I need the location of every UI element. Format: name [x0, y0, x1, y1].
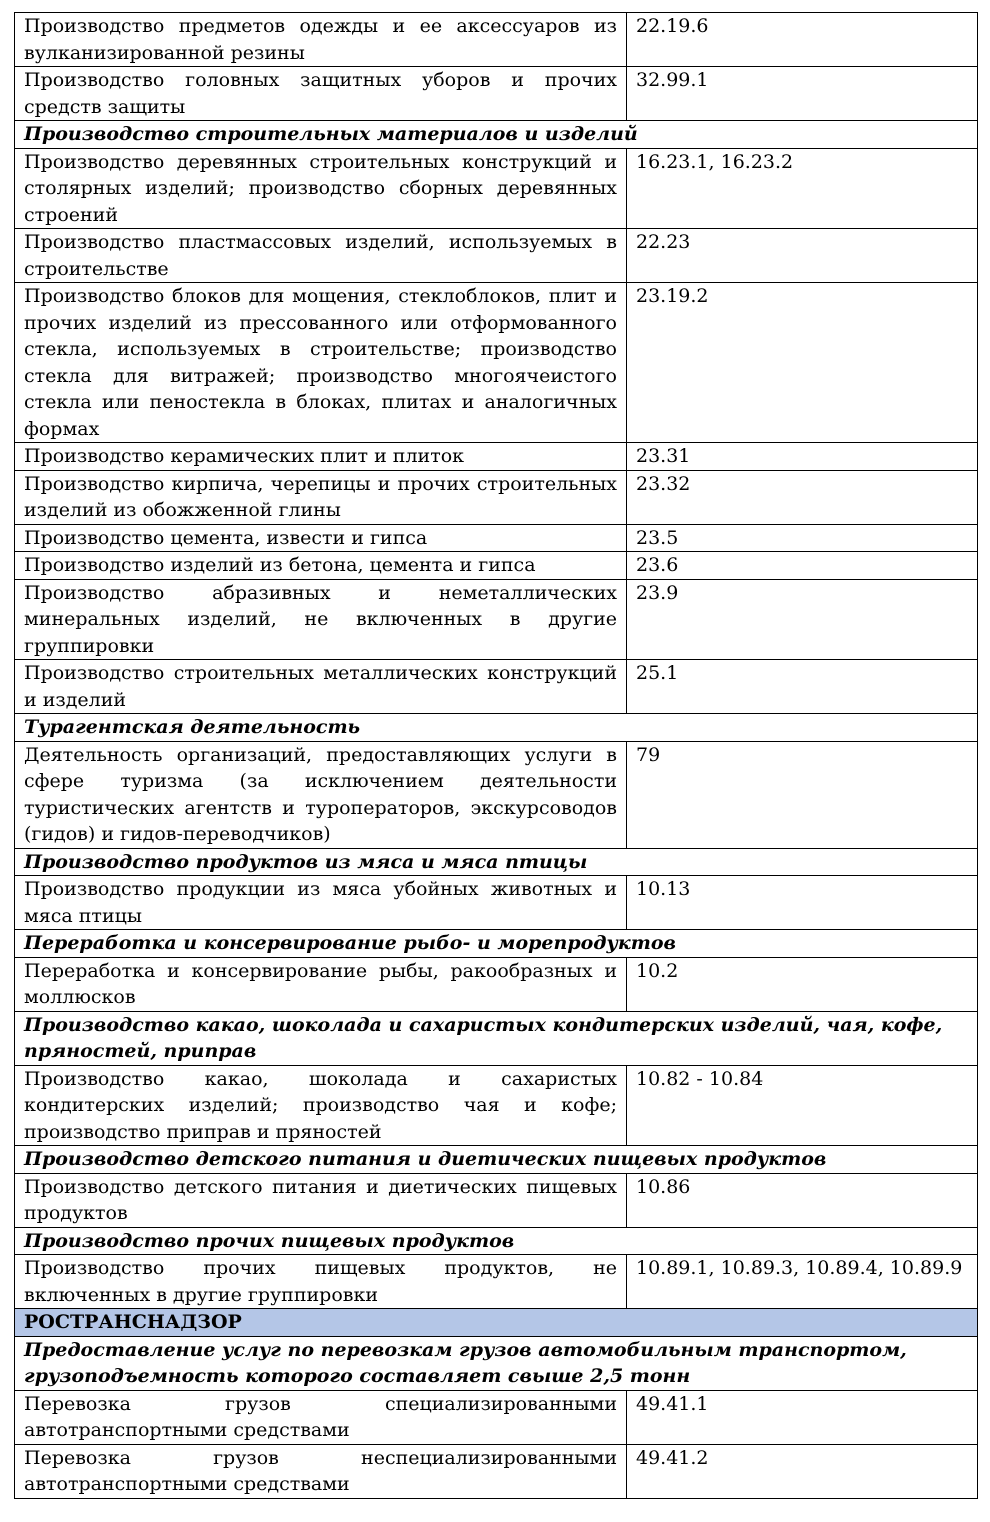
okved-code: 49.41.2: [627, 1444, 978, 1498]
okved-code: 23.6: [627, 552, 978, 580]
okved-code: 22.23: [627, 229, 978, 283]
okved-code: 32.99.1: [627, 67, 978, 121]
okved-code: 23.19.2: [627, 283, 978, 443]
table-row: [15, 67, 978, 121]
table-row: [15, 552, 978, 580]
table-row: [15, 1255, 978, 1309]
table-row: [15, 579, 978, 660]
okved-code: 79: [627, 741, 978, 848]
section-title: Производство продуктов из мяса и мяса птицы: [15, 848, 978, 876]
table-row: [15, 876, 978, 930]
okved-code: 23.5: [627, 524, 978, 552]
activity-name: Производство головных защитных уборов и прочих средств защиты: [15, 67, 627, 121]
okved-code: 23.9: [627, 579, 978, 660]
activity-name: Перевозка грузов специализированными автотранспортными средствами: [15, 1390, 627, 1444]
okved-code: 10.82 - 10.84: [627, 1065, 978, 1146]
section-title: Предоставление услуг по перевозкам грузов автомобильным транспортом, грузоподъемность которого составляет свыше 2,5 тонн: [15, 1336, 978, 1390]
section-header-row: [15, 1011, 978, 1065]
agency-title: РОСТРАНСНАДЗОР: [15, 1309, 978, 1337]
okved-code: 10.89.1, 10.89.3, 10.89.4, 10.89.9: [627, 1255, 978, 1309]
activity-name: Производство деревянных строительных конструкций и столярных изделий; производство сборных деревянных строений: [15, 148, 627, 229]
okved-code: 23.32: [627, 470, 978, 524]
table-row: [15, 1390, 978, 1444]
section-header-row: [15, 1227, 978, 1255]
table-row: [15, 1444, 978, 1498]
activity-name: Производство предметов одежды и ее аксессуаров из вулканизированной резины: [15, 13, 627, 67]
activity-name: Производство продукции из мяса убойных животных и мяса птицы: [15, 876, 627, 930]
section-title: Производство детского питания и диетических пищевых продуктов: [15, 1146, 978, 1174]
activity-name: Производство кирпича, черепицы и прочих строительных изделий из обожженной глины: [15, 470, 627, 524]
section-header-row: [15, 930, 978, 958]
table-row: [15, 443, 978, 471]
table-row: [15, 524, 978, 552]
table-row: [15, 470, 978, 524]
section-title: Производство строительных материалов и изделий: [15, 121, 978, 149]
table-row: [15, 229, 978, 283]
okved-code: 10.13: [627, 876, 978, 930]
activity-name: Производство керамических плит и плиток: [15, 443, 627, 471]
section-title: Производство какао, шоколада и сахаристых кондитерских изделий, чая, кофе, пряностей, приправ: [15, 1011, 978, 1065]
section-header-row: [15, 121, 978, 149]
section-header-row: [15, 848, 978, 876]
section-title: Переработка и консервирование рыбо- и морепродуктов: [15, 930, 978, 958]
activity-name: Производство абразивных и неметаллических минеральных изделий, не включенных в другие группировки: [15, 579, 627, 660]
okved-code: 49.41.1: [627, 1390, 978, 1444]
table-row: [15, 13, 978, 67]
section-title: Турагентская деятельность: [15, 714, 978, 742]
okved-code: 22.19.6: [627, 13, 978, 67]
table-row: [15, 1065, 978, 1146]
activity-name: Производство детского питания и диетических пищевых продуктов: [15, 1173, 627, 1227]
activity-name: Производство строительных металлических конструкций и изделий: [15, 660, 627, 714]
activity-code-table: [14, 12, 978, 1499]
activity-name: Производство прочих пищевых продуктов, не включенных в другие группировки: [15, 1255, 627, 1309]
activity-name: Перевозка грузов неспециализированными автотранспортными средствами: [15, 1444, 627, 1498]
section-header-row: [15, 1146, 978, 1174]
table-row: [15, 660, 978, 714]
okved-code: 10.2: [627, 957, 978, 1011]
activity-name: Деятельность организаций, предоставляющих услуги в сфере туризма (за исключением деятельности туристических агентств и туроператоров, экскурсоводов (гидов) и гидов-переводчиков): [15, 741, 627, 848]
table-row: [15, 957, 978, 1011]
okved-code: 10.86: [627, 1173, 978, 1227]
activity-name: Производство блоков для мощения, стеклоблоков, плит и прочих изделий из прессованного или отформованного стекла, используемых в строительстве; производство стекла для витражей; производство многоячеистого стекла или пеностекла в блоках, плитах и аналогичных формах: [15, 283, 627, 443]
okved-code: 25.1: [627, 660, 978, 714]
activity-name: Переработка и консервирование рыбы, ракообразных и моллюсков: [15, 957, 627, 1011]
section-header-row: [15, 1336, 978, 1390]
section-header-row: [15, 714, 978, 742]
table-row: [15, 741, 978, 848]
activity-name: Производство какао, шоколада и сахаристых кондитерских изделий; производство чая и кофе; производство приправ и пряностей: [15, 1065, 627, 1146]
table-row: [15, 1173, 978, 1227]
activity-name: Производство пластмассовых изделий, используемых в строительстве: [15, 229, 627, 283]
okved-code: 23.31: [627, 443, 978, 471]
table-row: [15, 283, 978, 443]
table-row: [15, 148, 978, 229]
section-title: Производство прочих пищевых продуктов: [15, 1227, 978, 1255]
activity-name: Производство цемента, извести и гипса: [15, 524, 627, 552]
activity-name: Производство изделий из бетона, цемента и гипса: [15, 552, 627, 580]
okved-code: 16.23.1, 16.23.2: [627, 148, 978, 229]
agency-header-row: [15, 1309, 978, 1337]
